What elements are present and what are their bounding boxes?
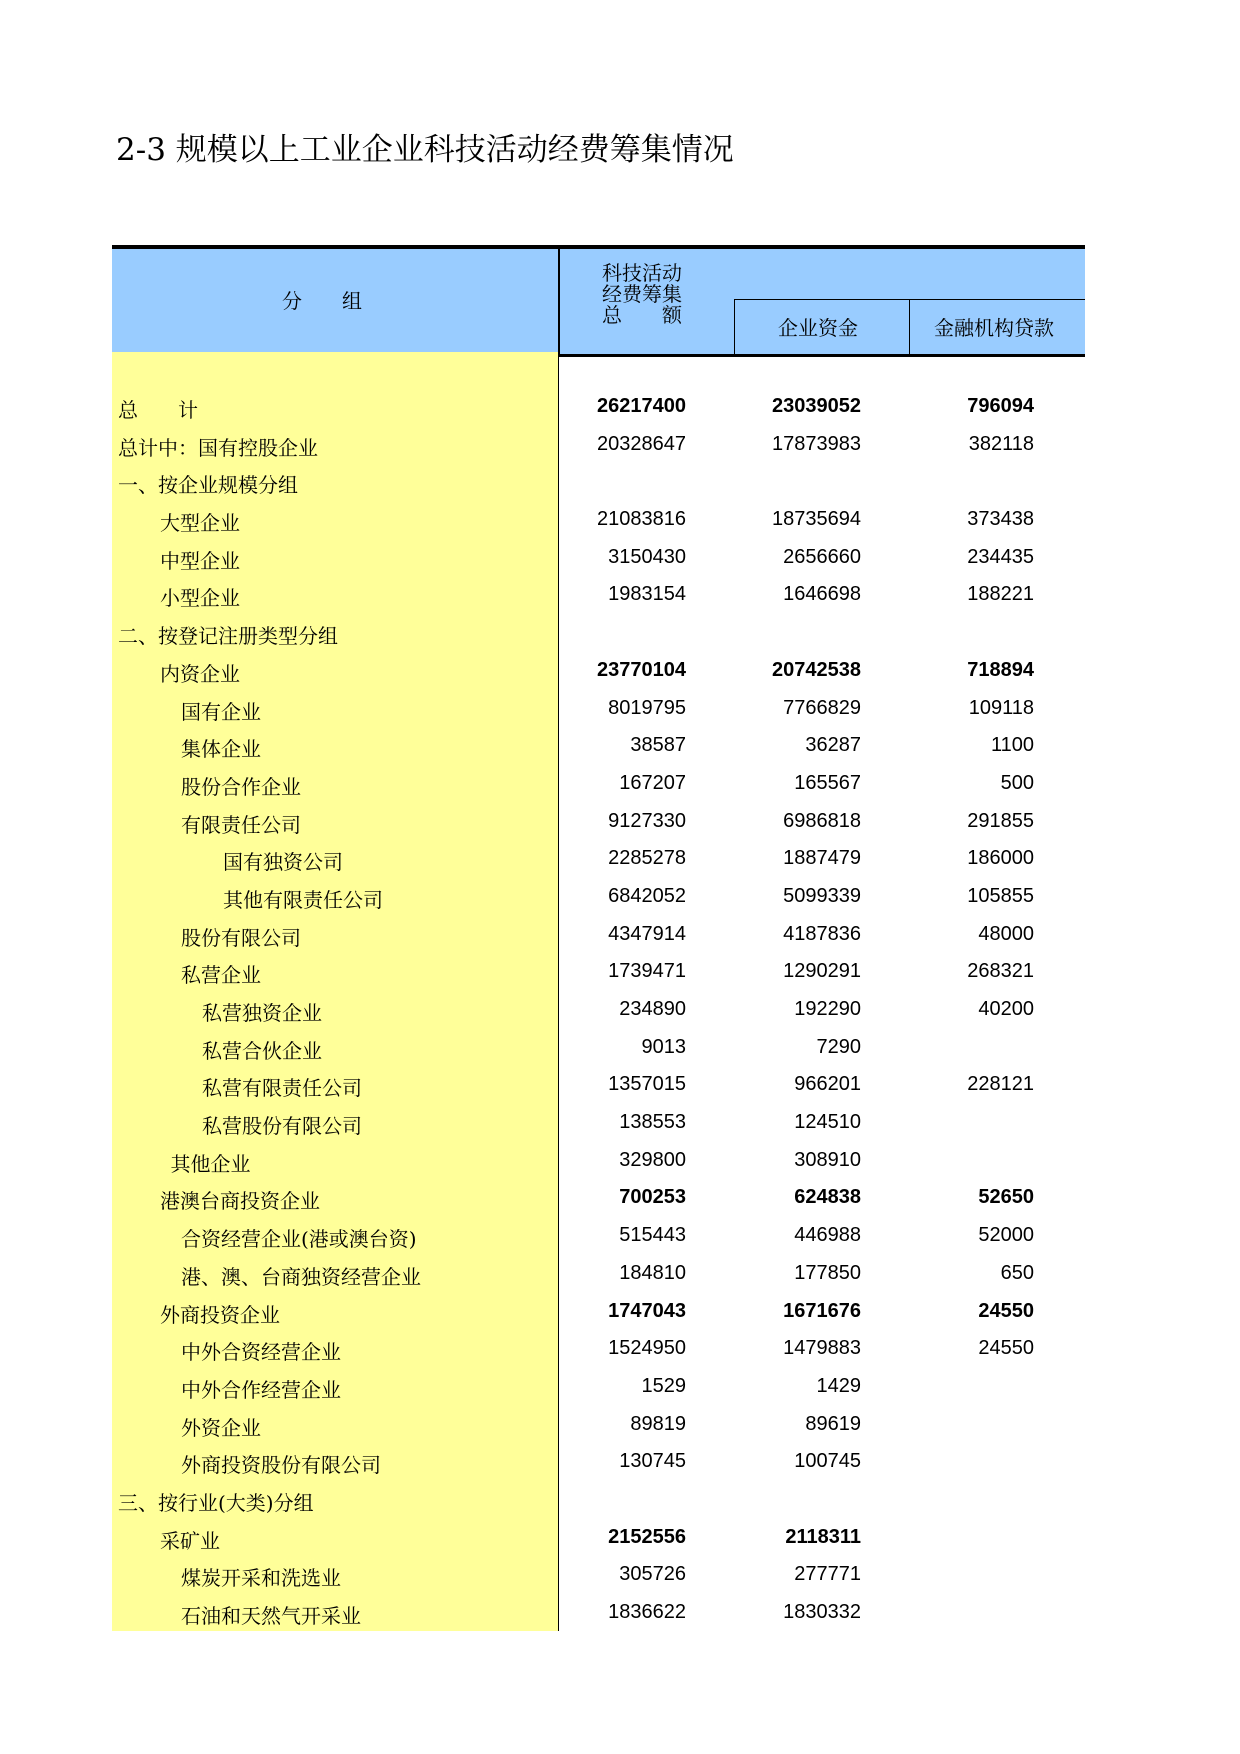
table-row [112,386,1085,424]
row-label: 股份有限公司 [181,925,301,950]
table-row [112,1441,1085,1479]
table-row [112,1479,1085,1517]
row-value: 6842052 [608,884,686,907]
row-value: 138553 [619,1111,686,1134]
row-value: 1479883 [783,1337,861,1360]
table-row [112,424,1085,462]
row-value: 1646698 [783,583,861,606]
row-value: 188221 [967,583,1034,606]
row-value: 38587 [630,734,686,757]
table-row [112,801,1085,839]
row-value: 373438 [967,508,1034,531]
row-value: 700253 [619,1186,686,1209]
row-value: 105855 [967,884,1034,907]
row-value: 4187836 [783,922,861,945]
row-value: 186000 [967,847,1034,870]
row-value: 277771 [794,1563,861,1586]
row-label: 外商投资企业 [160,1302,280,1327]
table-row [112,1102,1085,1140]
row-value: 234435 [967,545,1034,568]
table-row [112,537,1085,575]
row-value: 17873983 [772,432,861,455]
row-value: 650 [1000,1261,1034,1284]
row-value: 52000 [978,1224,1034,1247]
table-row [112,914,1085,952]
row-value: 1983154 [608,583,686,606]
header-group: 分 组 [282,289,362,313]
row-value: 1290291 [783,960,861,983]
page-title: 2-3 规模以上工业企业科技活动经费筹集情况 [116,132,734,168]
table-header [112,245,1085,357]
row-value: 329800 [619,1148,686,1171]
row-value: 9013 [641,1035,686,1058]
row-label: 私营合伙企业 [202,1038,322,1063]
row-value: 24550 [978,1337,1034,1360]
table-body [112,386,1085,1630]
table-row [112,650,1085,688]
row-value: 1830332 [783,1601,861,1623]
row-label: 私营独资企业 [202,1001,322,1025]
row-value: 8019795 [608,696,686,719]
row-value: 268321 [967,960,1034,983]
table-row [112,1027,1085,1065]
row-value: 228121 [967,1073,1034,1096]
row-label: 一、按企业规模分组 [118,473,298,498]
header-total-line3: 总 额 [602,303,682,327]
row-value: 52650 [978,1186,1034,1209]
row-value: 23039052 [772,395,861,417]
row-label: 有限责任公司 [181,812,301,837]
row-value: 624838 [794,1186,861,1209]
row-value: 515443 [619,1224,686,1247]
row-value: 100745 [794,1450,861,1473]
row-label: 合资经营企业(港或澳台资) [181,1227,417,1252]
table-row [112,1140,1085,1178]
row-value: 382118 [968,432,1034,455]
row-value: 1887479 [783,847,861,870]
row-label: 股份合作企业 [181,774,301,799]
row-label: 私营企业 [181,963,261,988]
row-label: 港澳台商投资企业 [160,1189,320,1214]
row-value: 2285278 [608,847,686,870]
row-value: 234890 [619,998,686,1020]
row-value: 500 [1000,771,1034,794]
header-total [602,263,682,326]
row-value: 2118311 [785,1525,861,1548]
row-value: 1357015 [608,1073,686,1096]
table-row [112,1517,1085,1555]
row-value: 446988 [794,1224,861,1247]
row-value: 1529 [641,1374,686,1397]
row-label: 其他有限责任公司 [223,887,383,912]
row-value: 1524950 [608,1337,686,1360]
table-row [112,1554,1085,1592]
row-value: 89619 [805,1412,861,1435]
row-value: 109118 [968,696,1034,719]
row-label: 私营股份有限公司 [202,1114,362,1139]
table-row [112,1291,1085,1329]
header-total-line2: 经费筹集 [602,282,682,306]
row-value: 26217400 [597,395,686,417]
table-row [112,1592,1085,1630]
row-value: 1671676 [783,1299,861,1322]
row-value: 48000 [978,922,1034,945]
row-label: 二、按登记注册类型分组 [118,624,338,649]
row-label: 石油和天然气开采业 [181,1604,361,1628]
table-row [112,989,1085,1027]
row-value: 7290 [816,1035,861,1058]
row-value: 124510 [794,1111,861,1134]
row-value: 165567 [794,771,861,794]
row-label: 三、按行业(大类)分组 [118,1490,314,1515]
table-row [112,1064,1085,1102]
row-value: 291855 [967,809,1034,832]
row-value: 3150430 [608,545,686,568]
row-label: 煤炭开采和洗选业 [181,1566,341,1591]
row-value: 4347914 [608,922,686,945]
row-label: 大型企业 [160,511,240,536]
row-value: 1739471 [608,960,686,983]
row-value: 36287 [805,734,861,757]
row-label: 外资企业 [181,1415,261,1440]
table-row [112,499,1085,537]
row-label: 小型企业 [160,586,240,611]
table-row [112,461,1085,499]
row-value: 305726 [619,1563,686,1586]
table-row [112,1404,1085,1442]
row-label: 总 计 [118,398,198,422]
row-value: 1747043 [608,1299,686,1322]
row-value: 89819 [630,1412,686,1435]
row-label: 其他企业 [170,1151,251,1176]
table-row [112,1177,1085,1215]
row-value: 177850 [794,1261,861,1284]
row-label: 中外合资经营企业 [181,1340,341,1365]
row-value: 130745 [619,1450,686,1473]
header-total-line1: 科技活动 [602,261,682,285]
row-label: 集体企业 [181,737,261,762]
row-value: 1836622 [608,1601,686,1623]
row-value: 184810 [619,1261,686,1284]
table-row [112,1215,1085,1253]
row-label: 采矿业 [160,1528,220,1553]
row-label: 总计中：国有控股企业 [118,435,318,460]
row-value: 718894 [967,658,1034,681]
row-value: 966201 [794,1073,861,1096]
table-row [112,1253,1085,1291]
row-value: 308910 [794,1148,861,1171]
row-value: 7766829 [783,696,861,719]
table-row [112,725,1085,763]
row-value: 1429 [816,1374,861,1397]
row-value: 192290 [794,998,861,1020]
table-row [112,876,1085,914]
row-value: 2152556 [608,1525,686,1548]
table-row [112,763,1085,801]
table-row [112,574,1085,612]
row-value: 9127330 [608,809,686,832]
row-value: 18735694 [772,508,861,531]
row-value: 40200 [978,998,1034,1020]
header-bank-loans: 金融机构贷款 [934,316,1054,340]
row-value: 1100 [990,734,1034,757]
row-value: 21083816 [597,508,686,531]
table-row [112,688,1085,726]
table-row [112,1366,1085,1404]
row-value: 24550 [978,1299,1034,1322]
row-label: 外商投资股份有限公司 [181,1453,381,1478]
row-label: 内资企业 [160,661,240,686]
row-label: 港、澳、台商独资经营企业 [181,1264,421,1289]
table-row [112,612,1085,650]
row-label: 中型企业 [160,548,240,573]
row-value: 20742538 [772,658,861,681]
row-value: 23770104 [597,658,686,681]
row-label: 国有独资公司 [223,850,343,875]
row-value: 796094 [967,395,1034,417]
table-row [112,1328,1085,1366]
row-label: 中外合作经营企业 [181,1377,341,1402]
table-row [112,951,1085,989]
row-value: 5099339 [783,884,861,907]
row-label: 国有企业 [181,699,261,724]
row-value: 2656660 [783,545,861,568]
row-label: 私营有限责任公司 [202,1076,362,1101]
row-value: 6986818 [783,809,861,832]
row-value: 20328647 [597,432,686,455]
header-enterprise-funds: 企业资金 [778,316,858,340]
table-row [112,838,1085,876]
row-value: 167207 [619,771,686,794]
